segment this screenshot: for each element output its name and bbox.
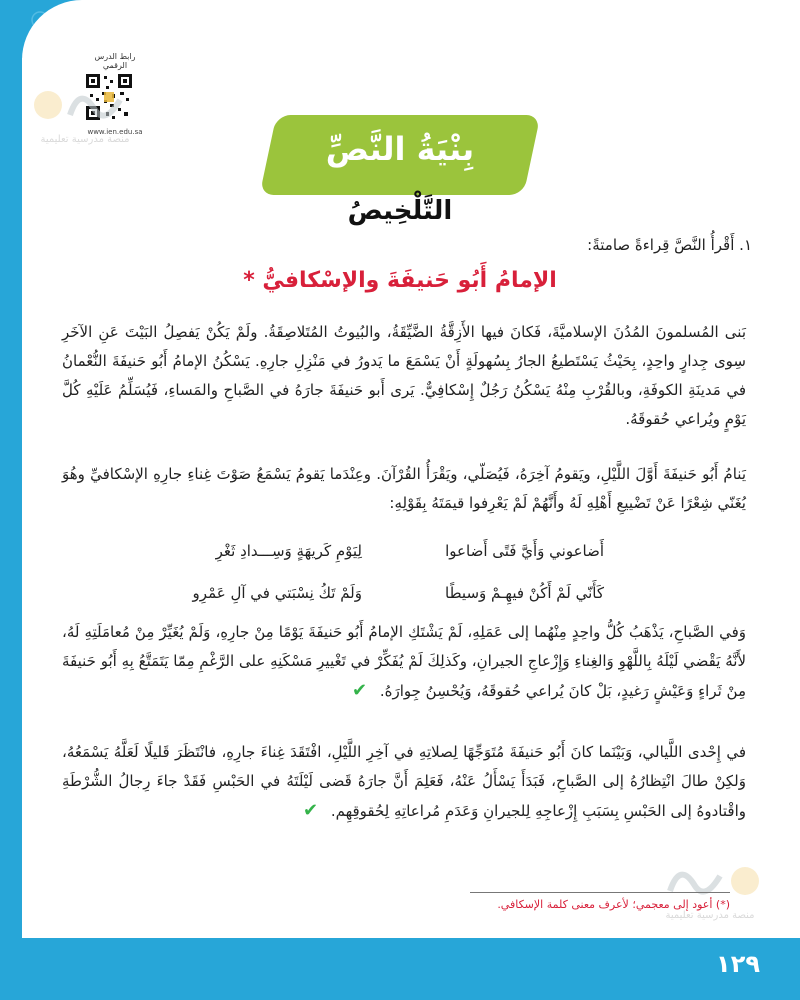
paragraph bbox=[62, 738, 746, 826]
footnote-divider bbox=[470, 892, 730, 893]
verse-hemistich: وَلَمْ تَكُ نِسْبَتي في آلِ عَمْرِو bbox=[192, 584, 362, 602]
qr-label: رابط الدرس الرقمي bbox=[94, 52, 136, 70]
left-decorative-band bbox=[0, 0, 22, 1000]
checkmark-icon: ✔ bbox=[302, 800, 319, 821]
story-title: الإمامُ أَبُو حَنيفَةَ والإسْكافيُّ * bbox=[243, 268, 557, 293]
verse-hemistich: لِيَوْمِ كَريهَةٍ وَسِـــدادِ ثَغْرِ bbox=[215, 542, 362, 560]
watermark-logo-icon bbox=[30, 80, 140, 130]
verse-hemistich: أَضاعوني وَأَيَّ فَتًى أَضاعوا bbox=[445, 542, 604, 560]
checkmark-icon: ✔ bbox=[351, 680, 368, 701]
paragraph: بَنى المُسلمونَ المُدُنَ الإسلاميَّةَ، فَكانَ فيها الأَزِقَّةُ الضَّيِّقَةُ، والبُيوتُ المُتَلاصِقَةُ. ولَمْ يَكُنْ يَفصِلُ البَيْتَ عَنِ الآخَرِ سِوى جِدارٍ واحِدٍ، بِحَيْثُ يَسْتَطيعُ الجارُ بِسُهولَةٍ أَنْ يَسْمَعَ ما يَدورُ في مَنْزِلِ جارِهِ. يَسْكُنُ الإمامُ أَبُو حَنيفَةَ النُّعْمانُ في مَدينَةِ الكوفَةِ، وبالقُرْبِ مِنْهُ يَسْكُنُ رَجُلٌ إِسْكافِيٌّ. يَرى أَبو حَنيفَةَ جارَهُ في الصَّباحِ والمَساءِ، فَيُسَلِّمُ عَلَيْهِ كُلَّ يَوْمٍ ويُراعي حُقوقَهُ. bbox=[62, 323, 746, 428]
watermark-text: منصة مدرسية تعليمية bbox=[40, 134, 130, 145]
page-number: ١٢٩ bbox=[716, 950, 760, 978]
bottom-decorative-strip bbox=[0, 938, 800, 1000]
instruction-text: أَقْرأُ النَّصَّ قِراءةً صامتةً: bbox=[587, 236, 735, 254]
instruction-number: ١. bbox=[739, 236, 752, 254]
paragraph-text: في إِحْدى اللَّيالي، وَبَيْنَما كانَ أَبُو حَنيفَةَ مُتَوَجِّهًا لِصلاتِهِ في آخِرِ اللَّيْلِ، افْتَقَدَ غِناءَ جارِهِ، فانْتَظَرَ قَليلًا لَعَلَّهُ يَسْمَعُهُ، وَلكِنْ طالَ انْتِظارُهُ إلى الصَّباحِ، فَبَدَأَ يَسْأَلُ عَنْهُ، فَعَلِمَ أَنَّ جارَهُ قَضى لَيْلَتَهُ في الحَبْسِ فَقَدْ جاءَ رِجالُ الشُّرْطَةِ واقْتادوهُ إلى الحَبْسِ بِسَبَبِ إِزْعاجِهِ لِلجيرانِ وَعَدَمِ مُراعاتِهِ لِحُقوقِهِم. bbox=[62, 743, 746, 820]
qr-url[interactable]: www.ien.edu.sa bbox=[87, 128, 143, 136]
paragraph-text: وَفي الصَّباحِ، يَذْهَبُ كُلُّ واحِدٍ مِنْهُما إلى عَمَلِهِ، لَمْ يَشْتَكِ الإمامُ أَبُو حَنيفَةَ يَوْمًا مِنْ جارِهِ، وَلَمْ يُغَيِّرْ مِنْ مُعامَلَتِهِ لَهُ، لأَنَّهُ يَقْضي لَيْلَهُ بِاللَّهْوِ وَالغِناءِ وَإِزْعاجِ الجيرانِ، وكَذلِكَ لَمْ يُفَكِّرْ في تَغْييرِ مَسْكَنِهِ على الرَّغْمِ مِمّا يَتَمَتَّعُ بِهِ أَبُو حَنيفَةَ مِنْ ثَراءٍ وَعَيْشٍ رَغيدٍ، بَلْ كانَ يُراعي حُقوقَهُ، وَيُحْسِنُ جِوارَهُ. bbox=[62, 623, 746, 700]
instruction bbox=[587, 236, 752, 254]
section-title: بِنْيَةُ النَّصِّ bbox=[325, 130, 475, 168]
watermark-text: منصة مدرسية تعليمية bbox=[665, 910, 755, 921]
footnote: (*) أعود إلى معجمي؛ لأعرف معنى كلمة الإسكافي. bbox=[497, 898, 730, 911]
paragraph bbox=[62, 618, 746, 706]
verse-hemistich: كَأَنّي لَمْ أَكُنْ فيهِـمْ وَسيطًا bbox=[445, 584, 604, 602]
paragraph: يَنامُ أَبُو حَنيفَةَ أَوَّلَ اللَّيْلِ، ويَقومُ آخِرَهُ، فَيُصَلّي، ويَقْرَأُ القُرْآنَ. وعِنْدَما يَقومُ يَسْمَعُ صَوْتَ غِناءِ جارِهِ الإسْكافيِّ وهُوَ يُغَنّي شِعْرًا عَنْ تَضْييعِ أَهْلِهِ لَهُ وأَنَّهُمْ لَمْ يَعْرِفوا قيمَتَهُ بِقَوْلِهِ: bbox=[62, 465, 746, 512]
page-heading: التَّلْخِيصُ bbox=[347, 196, 453, 226]
watermark-bottom bbox=[650, 856, 770, 921]
watermark-top bbox=[30, 80, 140, 145]
